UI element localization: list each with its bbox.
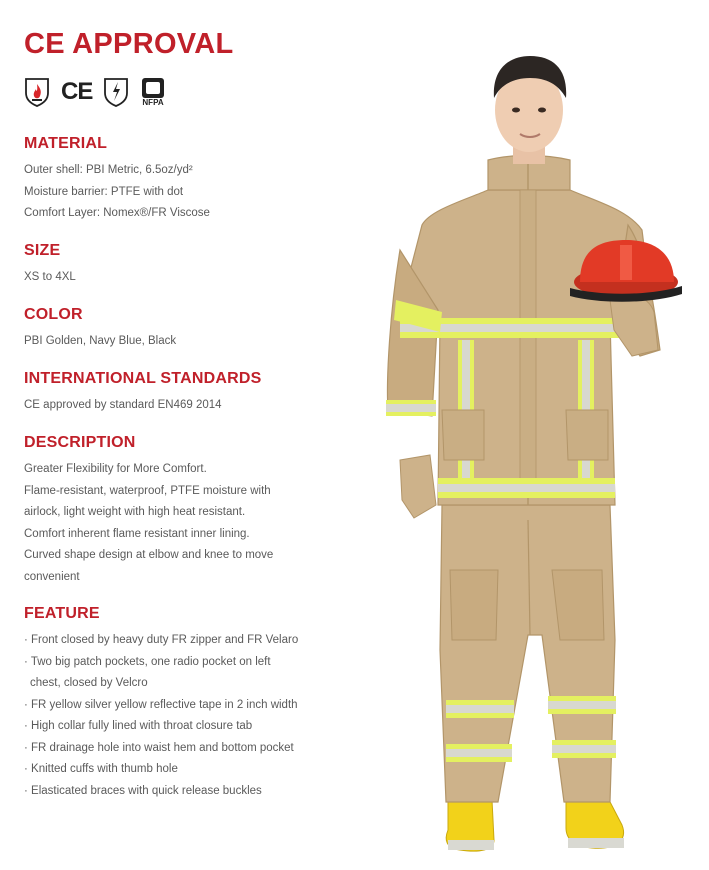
standards-line: CE approved by standard EN469 2014 — [24, 399, 222, 411]
feature-line: · FR drainage hole into waist hem and bottom pocket — [24, 741, 294, 754]
size-line: XS to 4XL — [24, 271, 76, 283]
description-section — [24, 434, 324, 588]
description-line: Flame-resistant, waterproof, PTFE moisture with — [24, 484, 271, 497]
description-line: Curved shape design at elbow and knee to move — [24, 549, 274, 561]
feature-line: · High collar fully lined with throat closure tab — [24, 720, 253, 732]
standards-section — [24, 370, 324, 417]
feature-line: · Elasticated braces with quick release buckles — [24, 784, 262, 797]
material-heading: MATERIAL — [24, 135, 108, 152]
material-line: Moisture barrier: PTFE with dot — [24, 185, 184, 198]
flame-shield-icon — [24, 76, 50, 108]
material-line: Outer shell: PBI Metric, 6.5oz/yd² — [24, 164, 193, 176]
trousers — [440, 505, 616, 802]
material-section — [24, 135, 324, 225]
description-heading: DESCRIPTION — [24, 434, 136, 451]
description-line: airlock, light weight with high heat resistant. — [24, 506, 246, 518]
feature-heading: FEATURE — [24, 605, 100, 622]
color-section — [24, 306, 324, 353]
certification-icons — [24, 76, 168, 108]
color-line: PBI Golden, Navy Blue, Black — [24, 335, 177, 347]
standards-heading: INTERNATIONAL STANDARDS — [24, 370, 262, 387]
feature-line: · Front closed by heavy duty FR zipper and FR Velaro — [24, 634, 299, 646]
nfpa-icon — [138, 76, 168, 108]
feature-line: · FR yellow silver yellow reflective tape in 2 inch width — [24, 698, 298, 711]
size-heading: SIZE — [24, 242, 61, 259]
feature-line: · Knitted cuffs with thumb hole — [24, 763, 178, 775]
ce-mark-icon: CE — [61, 78, 93, 105]
firefighter-suit-image — [370, 50, 700, 865]
boots — [446, 798, 624, 851]
feature-section — [24, 605, 324, 802]
nfpa-label: NFPA — [142, 98, 164, 107]
description-line: convenient — [24, 570, 80, 583]
material-line: Comfort Layer: Nomex®/FR Viscose — [24, 207, 210, 219]
model-head — [494, 56, 566, 164]
color-heading: COLOR — [24, 306, 83, 323]
size-section — [24, 242, 324, 289]
description-line: Greater Flexibility for More Comfort. — [24, 463, 207, 475]
page-title: CE APPROVAL — [24, 28, 234, 60]
electric-shield-icon — [103, 76, 129, 108]
feature-line: chest, closed by Velcro — [30, 677, 148, 689]
description-line: Comfort inherent flame resistant inner lining. — [24, 527, 250, 540]
feature-line: · Two big patch pockets, one radio pocket on left — [24, 655, 271, 668]
